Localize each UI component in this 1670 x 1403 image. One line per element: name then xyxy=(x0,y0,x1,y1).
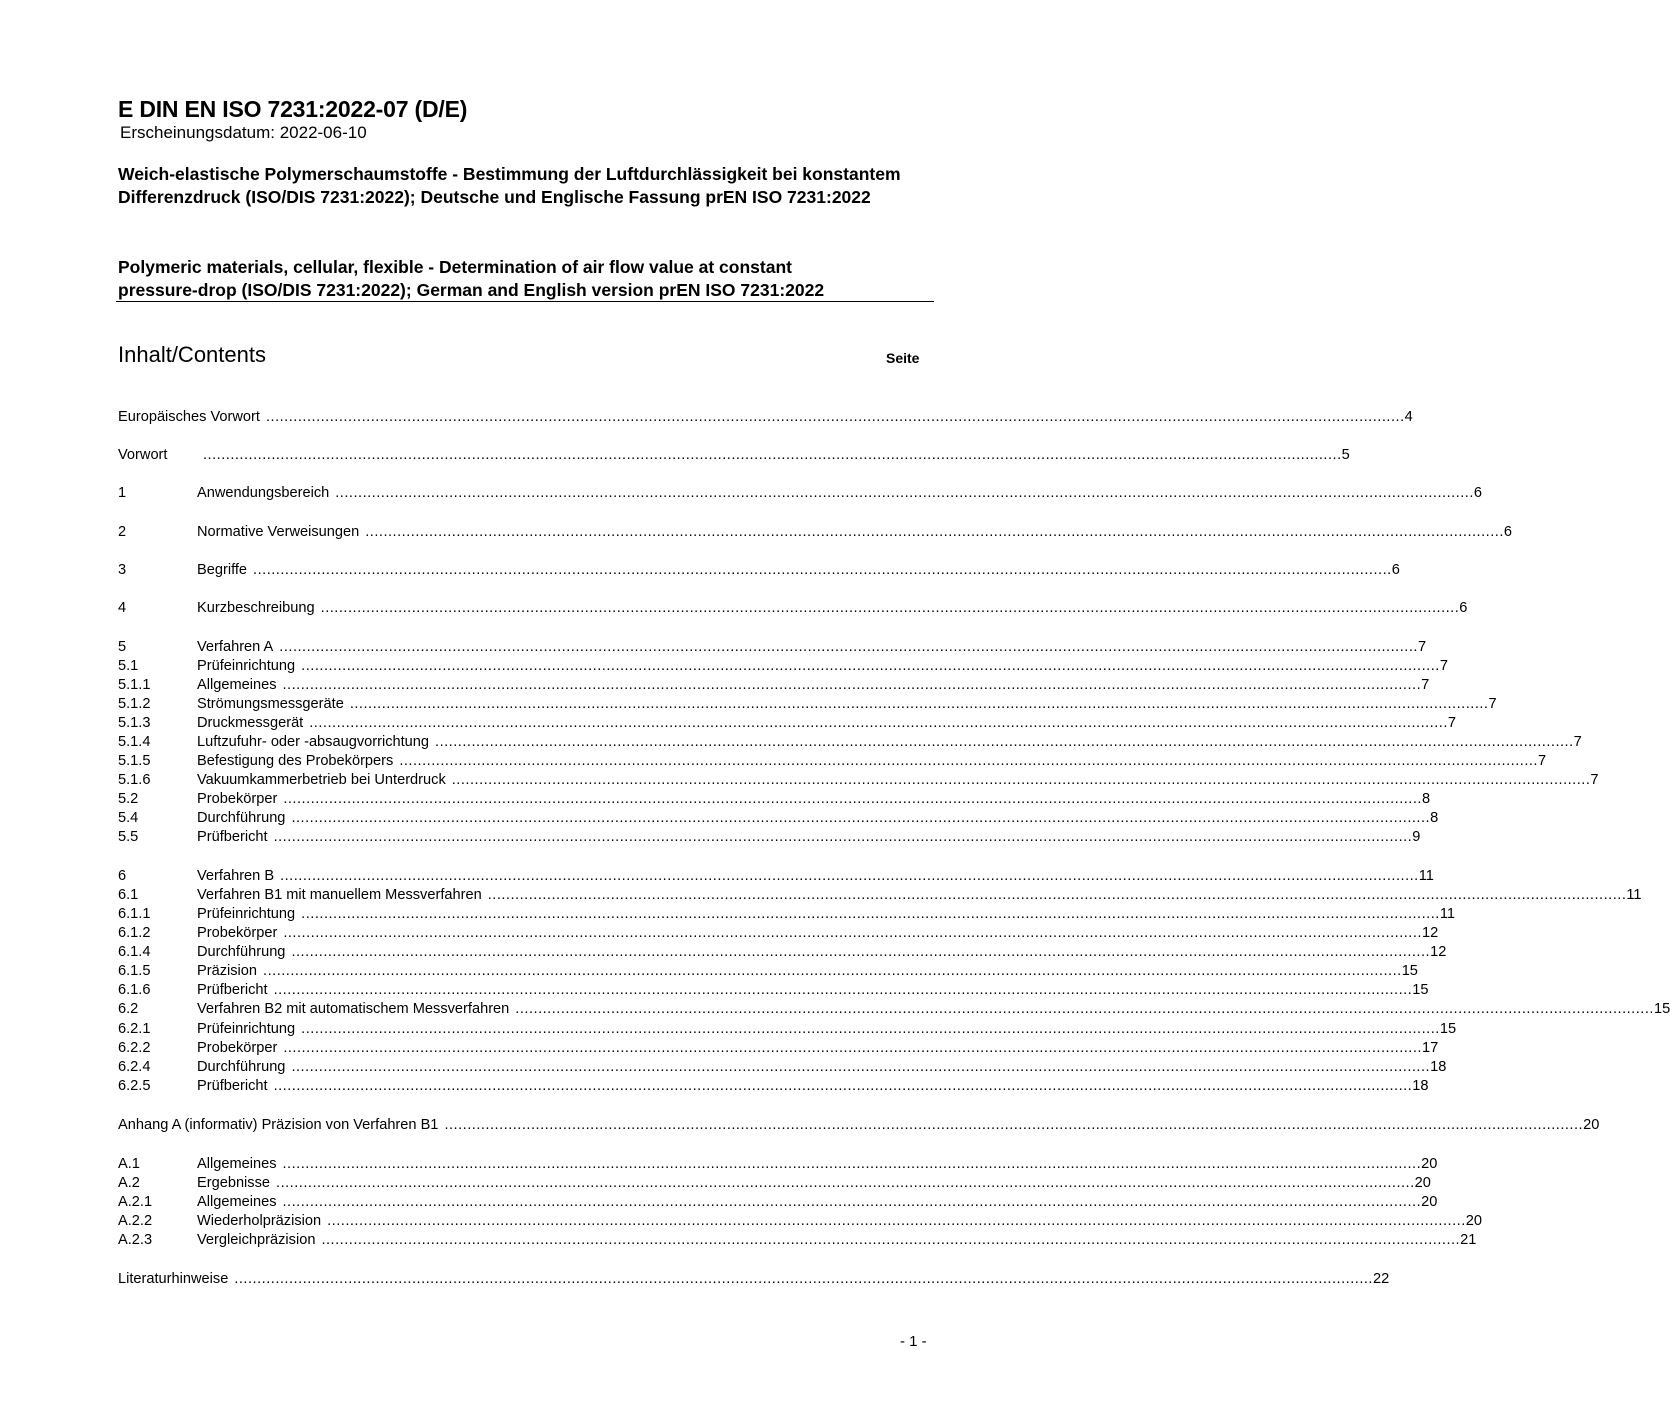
toc-leader-dots: .......................................................................................................................................................................................................................................................... xyxy=(291,810,1431,826)
table-of-contents xyxy=(118,0,1670,1403)
toc-entry[interactable] xyxy=(118,676,1430,695)
toc-entry-number: 3 xyxy=(118,562,127,578)
toc-leader-dots: .......................................................................................................................................................................................................................................................... xyxy=(399,753,1538,769)
toc-entry-page: 12 xyxy=(1421,925,1439,941)
toc-entry-number: 6.1.4 xyxy=(118,944,151,960)
toc-entry-page: 7 xyxy=(1590,772,1599,788)
toc-entry-number: 6 xyxy=(118,868,127,884)
toc-leader-dots: .......................................................................................................................................................................................................................................................... xyxy=(327,1213,1466,1229)
toc-entry-page: 18 xyxy=(1412,1078,1429,1094)
toc-entry[interactable] xyxy=(118,1212,1482,1231)
toc-leader-dots: .......................................................................................................................................................................................................................................................... xyxy=(291,1059,1431,1075)
toc-leader-dots: .......................................................................................................................................................................................................................................................... xyxy=(301,1021,1440,1037)
toc-entry-title: Prüfeinrichtung xyxy=(197,1021,296,1037)
toc-entry-title: Prüfbericht xyxy=(197,1078,268,1094)
toc-entry-number: 1 xyxy=(118,485,127,501)
toc-entry[interactable] xyxy=(118,752,1547,771)
toc-entry-page: 18 xyxy=(1430,1059,1447,1075)
toc-entry[interactable] xyxy=(118,561,1400,580)
toc-entry-title: Europäisches Vorwort xyxy=(118,409,260,425)
toc-entry-title: Verfahren B xyxy=(197,868,275,884)
toc-entry-title: Vakuumkammerbetrieb bei Unterdruck xyxy=(197,772,446,788)
toc-entry-number: A.1 xyxy=(118,1156,140,1172)
toc-entry-title: Präzision xyxy=(197,963,258,979)
toc-entry[interactable] xyxy=(118,1155,1438,1174)
toc-entry[interactable] xyxy=(118,1193,1438,1212)
toc-entry-number: 5.4 xyxy=(118,810,139,826)
document-id: E DIN EN ISO 7231:2022-07 (D/E) xyxy=(118,96,468,122)
toc-entry-number: 5.2 xyxy=(118,791,139,807)
toc-leader-dots: .......................................................................................................................................................................................................................................................... xyxy=(444,1117,1584,1133)
toc-entry[interactable] xyxy=(118,1039,1439,1058)
toc-entry[interactable] xyxy=(118,905,1455,924)
toc-leader-dots: .......................................................................................................................................................................................................................................................... xyxy=(451,772,1591,788)
toc-entry-number: 6.1 xyxy=(118,887,139,903)
toc-entry-page: 11 xyxy=(1418,868,1434,884)
toc-entry-page: 7 xyxy=(1488,696,1497,712)
toc-leader-dots: .......................................................................................................................................................................................................................................................... xyxy=(276,1175,1415,1191)
toc-entry[interactable] xyxy=(118,981,1429,1000)
toc-entry-number: A.2.2 xyxy=(118,1213,153,1229)
toc-entry-page: 6 xyxy=(1391,562,1400,578)
toc-entry-page: 8 xyxy=(1421,791,1431,807)
toc-entry-number: 2 xyxy=(118,524,127,540)
toc-leader-dots: .......................................................................................................................................................................................................................................................... xyxy=(515,1001,1654,1017)
toc-entry-title: Luftzufuhr- oder -absaugvorrichtung xyxy=(197,734,430,750)
toc-entry-title: Ergebnisse xyxy=(197,1175,271,1191)
toc-entry-page: 20 xyxy=(1421,1156,1438,1172)
toc-leader-dots: .......................................................................................................................................................................................................................................................... xyxy=(309,715,1448,731)
toc-entry-number: 6.2.2 xyxy=(118,1040,151,1056)
toc-entry[interactable] xyxy=(118,1058,1447,1077)
toc-entry-page: 6 xyxy=(1503,524,1513,540)
toc-entry-page: 7 xyxy=(1573,734,1582,750)
toc-entry[interactable] xyxy=(118,714,1457,733)
toc-entry[interactable] xyxy=(118,828,1421,847)
toc-leader-dots: .......................................................................................................................................................................................................................................................... xyxy=(280,868,1419,884)
toc-leader-dots: .......................................................................................................................................................................................................................................................... xyxy=(234,1271,1373,1287)
toc-entry-number: A.2 xyxy=(118,1175,140,1191)
toc-leader-dots: .......................................................................................................................................................................................................................................................... xyxy=(265,409,1405,425)
toc-leader-dots: .......................................................................................................................................................................................................................................................... xyxy=(349,696,1489,712)
toc-entry-page: 11 xyxy=(1439,906,1455,922)
toc-entry-title: Wiederholpräzision xyxy=(197,1213,322,1229)
toc-leader-dots: .......................................................................................................................................................................................................................................................... xyxy=(320,600,1460,616)
toc-entry-number: A.2.3 xyxy=(118,1232,153,1248)
title-english-line-2: pressure-drop (ISO/DIS 7231:2022); German and English version prEN ISO 7231:2022 xyxy=(118,280,825,300)
toc-entry-page: 20 xyxy=(1414,1175,1431,1191)
toc-entry[interactable] xyxy=(118,1116,1600,1135)
publication-date: Erscheinungsdatum: 2022-06-10 xyxy=(120,123,367,142)
toc-entry-title: Vergleichpräzision xyxy=(197,1232,316,1248)
toc-entry-page: 6 xyxy=(1473,485,1483,501)
toc-entry[interactable] xyxy=(118,867,1434,886)
toc-entry-title: Begriffe xyxy=(197,562,248,578)
toc-entry-page: 20 xyxy=(1421,1194,1438,1210)
toc-entry-page: 22 xyxy=(1372,1271,1390,1287)
toc-entry-number: 4 xyxy=(118,600,127,616)
toc-entry-title: Probekörper xyxy=(197,925,278,941)
toc-entry[interactable] xyxy=(118,657,1448,676)
toc-entry-page: 12 xyxy=(1430,944,1447,960)
toc-entry[interactable] xyxy=(118,790,1431,809)
toc-entry-title: Anhang A (informativ) Präzision von Verfahren B1 xyxy=(118,1117,439,1133)
toc-entry-title: Normative Verweisungen xyxy=(197,524,360,540)
toc-entry-page: 6 xyxy=(1459,600,1468,616)
toc-leader-dots: .......................................................................................................................................................................................................................................................... xyxy=(273,982,1413,998)
toc-entry[interactable] xyxy=(118,695,1497,714)
toc-entry-title: Verfahren B1 mit manuellem Messverfahren xyxy=(197,887,482,903)
toc-entry-title: Prüfeinrichtung xyxy=(197,658,296,674)
toc-leader-dots: .......................................................................................................................................................................................................................................................... xyxy=(365,524,1504,540)
toc-leader-dots: .......................................................................................................................................................................................................................................................... xyxy=(282,1194,1422,1210)
toc-entry-number: 6.2 xyxy=(118,1001,139,1017)
toc-entry-title: Literaturhinweise xyxy=(118,1271,229,1287)
contents-heading: Inhalt/Contents xyxy=(118,342,266,367)
toc-entry-title: Allgemeines xyxy=(197,677,277,693)
toc-leader-dots: .......................................................................................................................................................................................................................................................... xyxy=(253,562,1392,578)
toc-entry-title: Probekörper xyxy=(197,791,278,807)
toc-entry-title: Verfahren B2 mit automatischem Messverfahren xyxy=(197,1001,510,1017)
toc-leader-dots: .......................................................................................................................................................................................................................................................... xyxy=(283,925,1422,941)
toc-entry-number: 6.1.1 xyxy=(118,906,151,922)
toc-leader-dots: .......................................................................................................................................................................................................................................................... xyxy=(282,677,1422,693)
toc-entry-title: Druckmessgerät xyxy=(197,715,304,731)
toc-entry[interactable] xyxy=(118,599,1468,618)
toc-entry-number: 6.1.5 xyxy=(118,963,151,979)
toc-entry-number: 6.2.4 xyxy=(118,1059,151,1075)
toc-entry-page: 7 xyxy=(1417,639,1427,655)
toc-entry[interactable] xyxy=(118,1000,1670,1019)
toc-leader-dots: .......................................................................................................................................................................................................................................................... xyxy=(273,1078,1413,1094)
page-column-label: Seite xyxy=(886,350,920,366)
toc-entry-title: Allgemeines xyxy=(197,1156,277,1172)
toc-entry-number: 5 xyxy=(118,639,127,655)
toc-entry-page: 21 xyxy=(1460,1232,1477,1248)
toc-entry[interactable] xyxy=(118,408,1413,427)
toc-leader-dots: .......................................................................................................................................................................................................................................................... xyxy=(263,963,1402,979)
toc-leader-dots: .......................................................................................................................................................................................................................................................... xyxy=(282,1156,1422,1172)
toc-entry-page: 7 xyxy=(1421,677,1430,693)
toc-entry-title: Allgemeines xyxy=(197,1194,277,1210)
toc-entry-title: Durchführung xyxy=(197,944,286,960)
toc-entry-number: 6.2.5 xyxy=(118,1078,151,1094)
toc-entry-title: Durchführung xyxy=(197,1059,286,1075)
toc-entry[interactable] xyxy=(118,484,1483,503)
toc-entry[interactable] xyxy=(118,924,1439,943)
toc-entry[interactable] xyxy=(118,446,1350,465)
toc-entry[interactable] xyxy=(118,1020,1457,1039)
toc-entry-page: 11 xyxy=(1626,887,1642,903)
toc-entry-page: 15 xyxy=(1653,1001,1670,1017)
toc-entry-title: Verfahren A xyxy=(197,639,274,655)
toc-entry[interactable] xyxy=(118,638,1427,657)
toc-entry-page: 8 xyxy=(1430,810,1439,826)
toc-entry-page: 4 xyxy=(1404,409,1413,425)
toc-entry-page: 5 xyxy=(1341,447,1350,463)
toc-entry-number: 6.1.6 xyxy=(118,982,151,998)
toc-entry[interactable] xyxy=(118,771,1599,790)
toc-entry-page: 20 xyxy=(1465,1213,1482,1229)
toc-entry-page: 17 xyxy=(1421,1040,1439,1056)
toc-entry-number: 5.1.1 xyxy=(118,677,151,693)
toc-entry-title: Durchführung xyxy=(197,810,286,826)
toc-entry-number: 5.1.2 xyxy=(118,696,151,712)
toc-leader-dots: .......................................................................................................................................................................................................................................................... xyxy=(487,887,1627,903)
toc-entry[interactable] xyxy=(118,943,1447,962)
toc-leader-dots: .......................................................................................................................................................................................................................................................... xyxy=(203,447,1342,463)
title-german: Weich-elastische Polymerschaumstoffe - Bestimmung der Luftdurchlässigkeit bei konstantem Differenzdruck (ISO/DIS 7231:2022); Deutsche und Englische Fassung prEN ISO 7231:2022 xyxy=(118,164,901,207)
toc-entry-number: 6.2.1 xyxy=(118,1021,151,1037)
toc-entry-page: 7 xyxy=(1447,715,1457,731)
toc-entry-number: 5.5 xyxy=(118,829,139,845)
toc-entry-number: 5.1.3 xyxy=(118,715,151,731)
toc-entry-page: 7 xyxy=(1439,658,1448,674)
toc-leader-dots: .......................................................................................................................................................................................................................................................... xyxy=(283,1040,1422,1056)
toc-entry-number: 5.1.4 xyxy=(118,734,151,750)
page-number: - 1 - xyxy=(900,1333,927,1350)
toc-entry-number: 5.1 xyxy=(118,658,139,674)
toc-leader-dots: .......................................................................................................................................................................................................................................................... xyxy=(283,791,1422,807)
toc-entry[interactable] xyxy=(118,809,1439,828)
toc-leader-dots: .......................................................................................................................................................................................................................................................... xyxy=(301,906,1440,922)
toc-leader-dots: .......................................................................................................................................................................................................................................................... xyxy=(435,734,1574,750)
toc-entry[interactable] xyxy=(118,1231,1477,1250)
toc-entry-title: Kurzbeschreibung xyxy=(197,600,315,616)
toc-entry-title: Prüfbericht xyxy=(197,982,268,998)
toc-entry-title: Probekörper xyxy=(197,1040,278,1056)
toc-entry-title: Vorwort xyxy=(118,447,168,463)
toc-entry-title: Prüfeinrichtung xyxy=(197,906,296,922)
toc-entry-title: Strömungsmessgeräte xyxy=(197,696,344,712)
toc-entry-page: 15 xyxy=(1439,1021,1457,1037)
toc-entry[interactable] xyxy=(118,886,1642,905)
toc-entry-number: 5.1.6 xyxy=(118,772,151,788)
toc-entry[interactable] xyxy=(118,1077,1429,1096)
toc-entry-number: A.2.1 xyxy=(118,1194,153,1210)
toc-entry-title: Befestigung des Probekörpers xyxy=(197,753,394,769)
toc-entry[interactable] xyxy=(118,1270,1390,1289)
toc-entry-title: Prüfbericht xyxy=(197,829,268,845)
toc-leader-dots: .......................................................................................................................................................................................................................................................... xyxy=(291,944,1431,960)
toc-leader-dots: .......................................................................................................................................................................................................................................................... xyxy=(301,658,1440,674)
toc-entry-number: 5.1.5 xyxy=(118,753,151,769)
toc-leader-dots: .......................................................................................................................................................................................................................................................... xyxy=(279,639,1418,655)
toc-entry[interactable] xyxy=(118,523,1513,542)
toc-entry[interactable] xyxy=(118,962,1418,981)
toc-entry-number: 6.1.2 xyxy=(118,925,151,941)
toc-entry-page: 15 xyxy=(1412,982,1429,998)
toc-leader-dots: .......................................................................................................................................................................................................................................................... xyxy=(273,829,1413,845)
toc-entry[interactable] xyxy=(118,733,1582,752)
toc-leader-dots: .......................................................................................................................................................................................................................................................... xyxy=(321,1232,1461,1248)
toc-entry-page: 7 xyxy=(1537,753,1547,769)
toc-leader-dots: .......................................................................................................................................................................................................................................................... xyxy=(335,485,1474,501)
toc-entry[interactable] xyxy=(118,1174,1431,1193)
toc-entry-page: 9 xyxy=(1412,829,1421,845)
title-english-line-1: Polymeric materials, cellular, flexible - Determination of air flow value at constant xyxy=(118,257,792,277)
toc-entry-page: 20 xyxy=(1583,1117,1600,1133)
toc-entry-page: 15 xyxy=(1401,963,1418,979)
toc-entry-title: Anwendungsbereich xyxy=(197,485,330,501)
